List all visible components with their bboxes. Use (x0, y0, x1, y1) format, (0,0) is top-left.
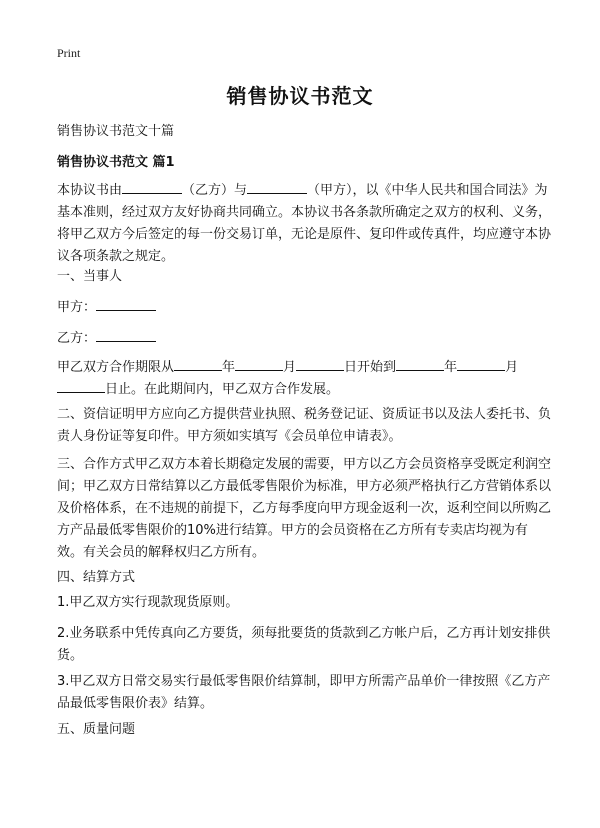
period-paragraph (57, 357, 551, 401)
period-year-1: 年 (222, 360, 236, 375)
start-year-blank (174, 357, 222, 371)
settlement-item-3: 3.甲乙双方日常交易实行最低零售限价结算制，即甲方所需产品单价一律按照《乙方产品最低零售限价表》结算。 (57, 674, 551, 711)
party-b-line (57, 328, 551, 350)
end-month-blank (457, 357, 505, 371)
document-subtitle: 销售协议书范文十篇 (57, 124, 175, 139)
heading-settlement: 四、结算方式 (57, 570, 136, 585)
settlement-item-1: 1.甲乙双方实行现款现货原则。 (57, 595, 239, 610)
period-text-1: 甲乙双方合作期限从 (57, 360, 175, 375)
end-day-blank (57, 379, 105, 393)
heading-quality: 五、质量问题 (57, 722, 136, 737)
print-label: Print (57, 46, 81, 60)
party-b-label: 乙方： (57, 331, 97, 346)
period-text-3: 日止。在此期间内，甲乙双方合作发展。 (105, 382, 340, 397)
period-month-2: 月 (505, 360, 519, 375)
section-title: 销售协议书范文 篇1 (57, 155, 175, 170)
end-year-blank (396, 357, 444, 371)
period-text-2: 日开始到 (344, 360, 397, 375)
party-a-name-blank (96, 297, 156, 311)
intro-text-1: 本协议书由 (57, 183, 123, 198)
party-b-blank (122, 180, 182, 194)
start-day-blank (296, 357, 344, 371)
party-b-name-blank (96, 328, 156, 342)
party-a-blank (247, 180, 307, 194)
heading-parties: 一、当事人 (57, 269, 123, 284)
intro-text-3: （甲方），以《中华人民共和国合同法》为基本准则，经过双方友好协商共同确立。本协议书各条款所确定之双方的权利、义务，将甲乙双方今后签定的每一份交易订单，无论是原件、复印件或传真件，均应遵守本协议各项条款之规定。 (57, 183, 552, 264)
settlement-item-2: 2.业务联系中凭传真向乙方要货，须每批要货的货款到乙方帐户后，乙方再计划安排供货。 (57, 626, 551, 663)
party-a-line (57, 297, 551, 319)
cooperation-paragraph: 三、合作方式甲乙双方本着长期稳定发展的需要，甲方以乙方会员资格享受既定利润空间；甲乙双方日常结算以乙方最低零售限价为标准，甲方必须严格执行乙方营销体系以及价格体系，在不违规的前提下，乙方每季度向甲方现金返利一次，返利空间以所购乙方产品最低零售限价的10%进行结算。甲方的会员资格在乙方所有专卖店均视为有效。有关会员的解释权归乙方所有。 (57, 457, 552, 560)
intro-paragraph (57, 180, 551, 268)
period-year-2: 年 (444, 360, 458, 375)
intro-text-2: （乙方）与 (182, 183, 248, 198)
period-month-1: 月 (283, 360, 297, 375)
start-month-blank (235, 357, 283, 371)
credentials-paragraph: 二、资信证明甲方应向乙方提供营业执照、税务登记证、资质证书以及法人委托书、负责人身份证等复印件。甲方须如实填写《会员单位申请表》。 (57, 407, 552, 444)
document-title: 销售协议书范文 (226, 84, 374, 108)
party-a-label: 甲方： (57, 300, 97, 315)
